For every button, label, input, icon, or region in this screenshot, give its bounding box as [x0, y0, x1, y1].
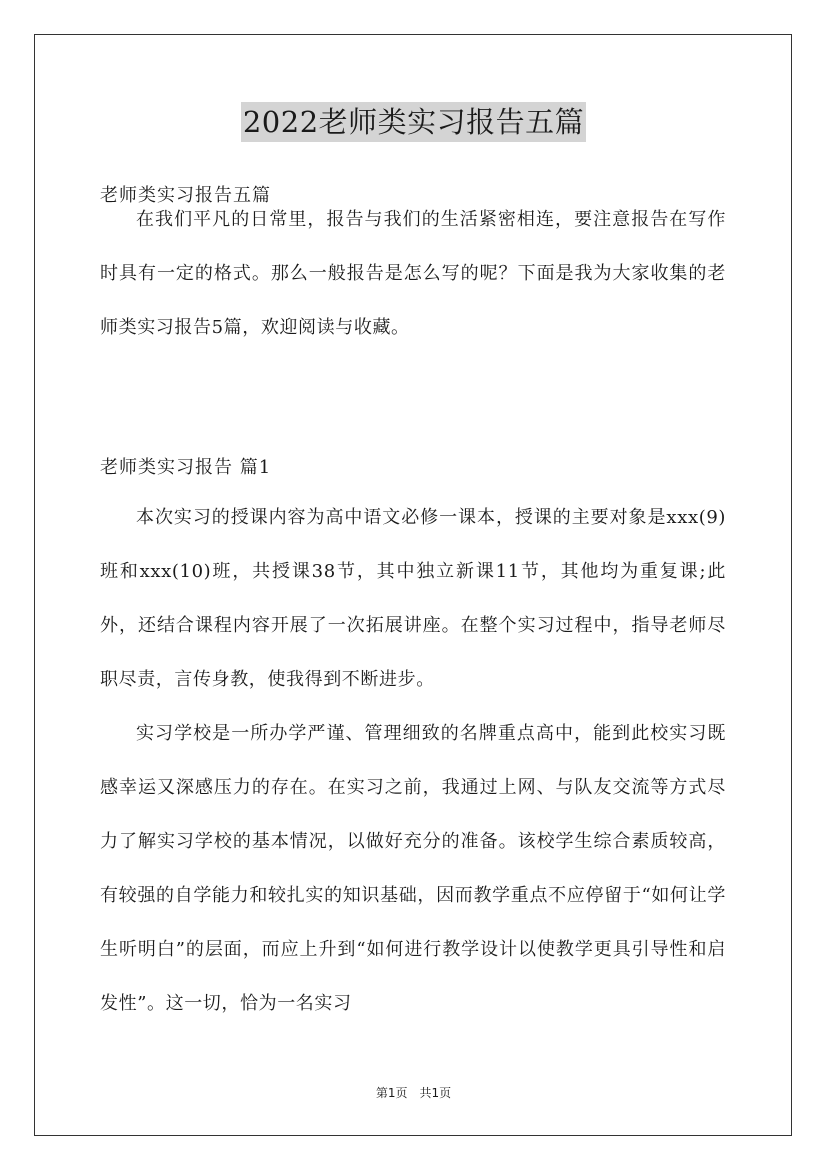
section-paragraph: 本次实习的授课内容为高中语文必修一课本，授课的主要对象是xxx(9)班和xxx(10)班，共授课38节，其中独立新课11节，其他均为重复课;此外，还结合课程内容开展了一次拓展讲座。在整个实习过程中，指导老师尽职尽责，言传身教，使我得到不断进步。 [100, 507, 726, 690]
section-heading: 老师类实习报告 篇1 [100, 457, 272, 478]
document-title: 2022老师类实习报告五篇 [241, 102, 586, 142]
document-title-wrap [0, 102, 827, 142]
section-paragraph: 实习学校是一所办学严谨、管理细致的名牌重点高中，能到此校实习既感幸运又深感压力的存在。在实习之前，我通过上网、与队友交流等方式尽力了解实习学校的基本情况，以做好充分的准备。该校学生综合素质较高，有较强的自学能力和较扎实的知识基础，因而教学重点不应停留于“如何让学生听明白”的层面，而应上升到“如何进行教学设计以使教学更具引导性和启发性”。这一切，恰为一名实习 [100, 723, 726, 1014]
page-number: 第1页 共1页 [375, 1086, 452, 1100]
subtitle: 老师类实习报告五篇 [100, 185, 271, 206]
intro-paragraph: 在我们平凡的日常里，报告与我们的生活紧密相连，要注意报告在写作时具有一定的格式。那么一般报告是怎么写的呢？下面是我为大家收集的老师类实习报告5篇，欢迎阅读与收藏。 [100, 209, 726, 338]
